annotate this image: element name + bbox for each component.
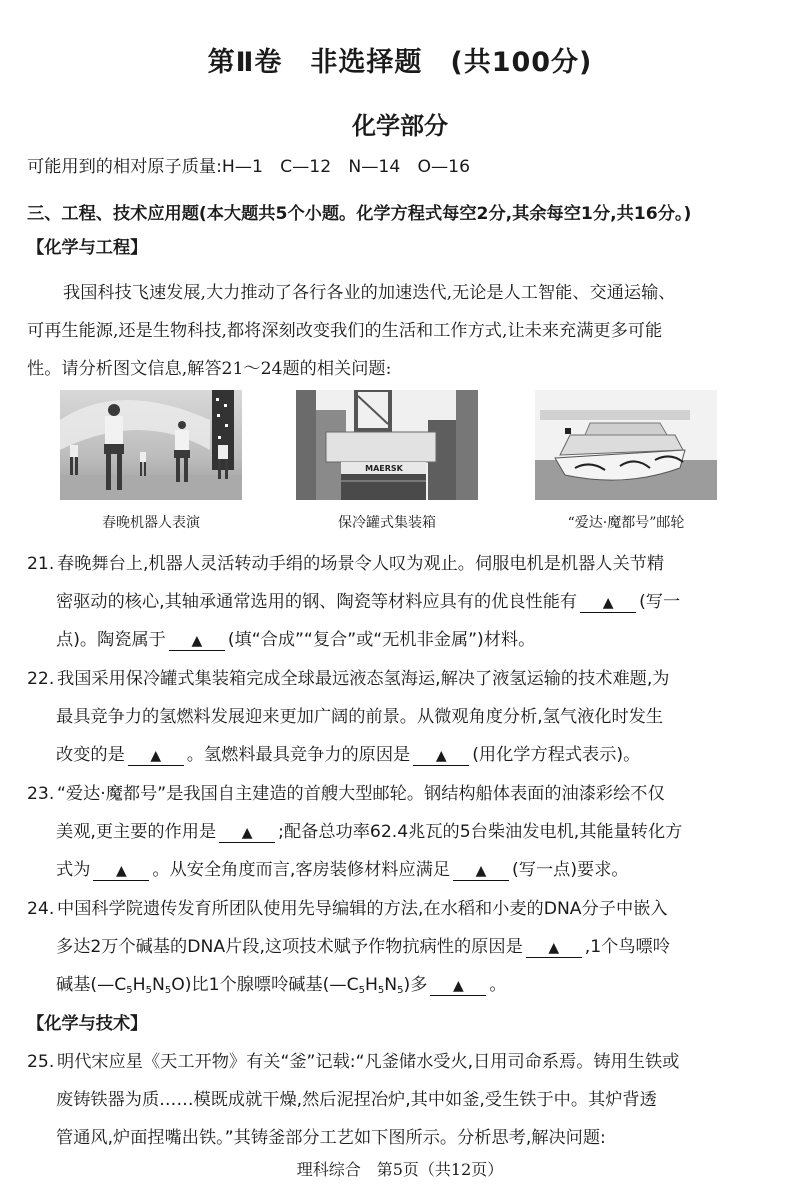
question-23-line-1: 23. “爱达·魔都号”是我国自主建造的首艘大型邮轮。钢结构船体表面的油漆彩绘不仅: [27, 784, 665, 804]
part-label-engineering: 【化学与工程】: [27, 238, 148, 258]
question-21-line-3: 点)。陶瓷属于 ▲ (填“合成”“复合”或“无机非金属”)材料。: [56, 630, 536, 650]
intro-line-1: 我国科技飞速发展,大力推动了各行各业的加速迭代,无论是人工智能、交通运输、: [63, 283, 676, 303]
question-24-line-2: 多达2万个碱基的DNA片段,这项技术赋予作物抗病性的原因是 ▲ ,1个鸟嘌呤: [56, 937, 670, 957]
question-24-line-1: 24. 中国科学院遗传发育所团队使用先导编辑的方法,在水稻和小麦的DNA分子中嵌入: [27, 899, 668, 919]
question-22-line-1: 22. 我国采用保冷罐式集装箱完成全球最远液态氢海运,解决了液氢运输的技术难题,为: [27, 669, 670, 689]
question-25-line-2: 废铸铁器为质……模既成就干燥,然后泥捏冶炉,其中如釜,受生铁于中。其炉背透: [56, 1090, 657, 1110]
question-23-line-3: 式为 ▲ 。从安全角度而言,客房装修材料应满足 ▲ (写一点)要求。: [56, 860, 629, 880]
figure-caption: 保冷罐式集装箱: [338, 515, 436, 531]
question-25-line-3: 管通风,炉面捏嘴出铁。”其铸釜部分工艺如下图所示。分析思考,解决问题:: [56, 1128, 606, 1148]
question-22-line-3: 改变的是 ▲ 。氢燃料最具竞争力的原因是 ▲ (用化学方程式表示)。: [56, 745, 641, 765]
question-24-line-3: 碱基$(—C_5H_5N_5O)$比1个腺嘌呤碱基$(—C_5H_5N_5)$多 ▲ 。: [56, 975, 507, 996]
page-title: 第Ⅱ卷 非选择题 (共100分): [207, 47, 593, 78]
answer-blank[interactable]: ▲: [169, 632, 225, 651]
section-subtitle: 化学部分: [352, 112, 448, 140]
atomic-masses: 可能用到的相对原子质量:H—1 C—12 N—14 O—16: [27, 157, 471, 177]
part-label-technology: 【化学与技术】: [27, 1014, 148, 1034]
question-23-line-2: 美观,更主要的作用是 ▲ ;配备总功率62.4兆瓦的5台柴油发电机,其能量转化方: [56, 822, 683, 842]
question-21-line-2: 密驱动的核心,其轴承通常选用的钢、陶瓷等材料应具有的优良性能有 ▲ (写一: [56, 592, 681, 612]
figure-robots: [60, 390, 242, 532]
robot-performance-photo-icon: [60, 390, 242, 500]
section-heading: 三、工程、技术应用题(本大题共5个小题。化学方程式每空2分,其余每空1分,共16分。): [27, 204, 692, 224]
question-25-line-1: 25. 明代宋应星《天工开物》有关“釜”记载:“凡釜储水受火,日用司命系焉。铸用生铁或: [27, 1052, 680, 1072]
cruise-ship-photo-icon: [535, 390, 717, 500]
figure-caption: “爱达·魔都号”邮轮: [567, 515, 685, 531]
answer-blank[interactable]: ▲: [430, 977, 486, 996]
question-22-line-2: 最具竞争力的氢燃料发展迎来更加广阔的前景。从微观角度分析,氢气液化时发生: [56, 707, 664, 727]
answer-blank[interactable]: ▲: [93, 862, 149, 881]
figure-cruise-ship: [535, 390, 717, 532]
page-footer: 理科综合 第5页（共12页）: [296, 1160, 504, 1179]
answer-blank[interactable]: ▲: [526, 939, 582, 958]
answer-blank[interactable]: ▲: [219, 824, 275, 843]
intro-line-2: 可再生能源,还是生物科技,都将深刻改变我们的生活和工作方式,让未来充满更多可能: [27, 321, 663, 341]
answer-blank[interactable]: ▲: [580, 594, 636, 613]
answer-blank[interactable]: ▲: [413, 747, 469, 766]
answer-blank[interactable]: ▲: [128, 747, 184, 766]
answer-blank[interactable]: ▲: [453, 862, 509, 881]
question-21-line-1: 21. 春晚舞台上,机器人灵活转动手绢的场景令人叹为观止。伺服电机是机器人关节精: [27, 554, 665, 574]
intro-line-3: 性。请分析图文信息,解答21～24题的相关问题:: [27, 359, 392, 379]
svg-text:MAERSK: MAERSK: [365, 464, 403, 473]
figure-row: [0, 390, 800, 540]
figure-caption: 春晚机器人表演: [102, 515, 200, 531]
container-photo-icon: [296, 390, 478, 500]
figure-container: [296, 390, 478, 532]
